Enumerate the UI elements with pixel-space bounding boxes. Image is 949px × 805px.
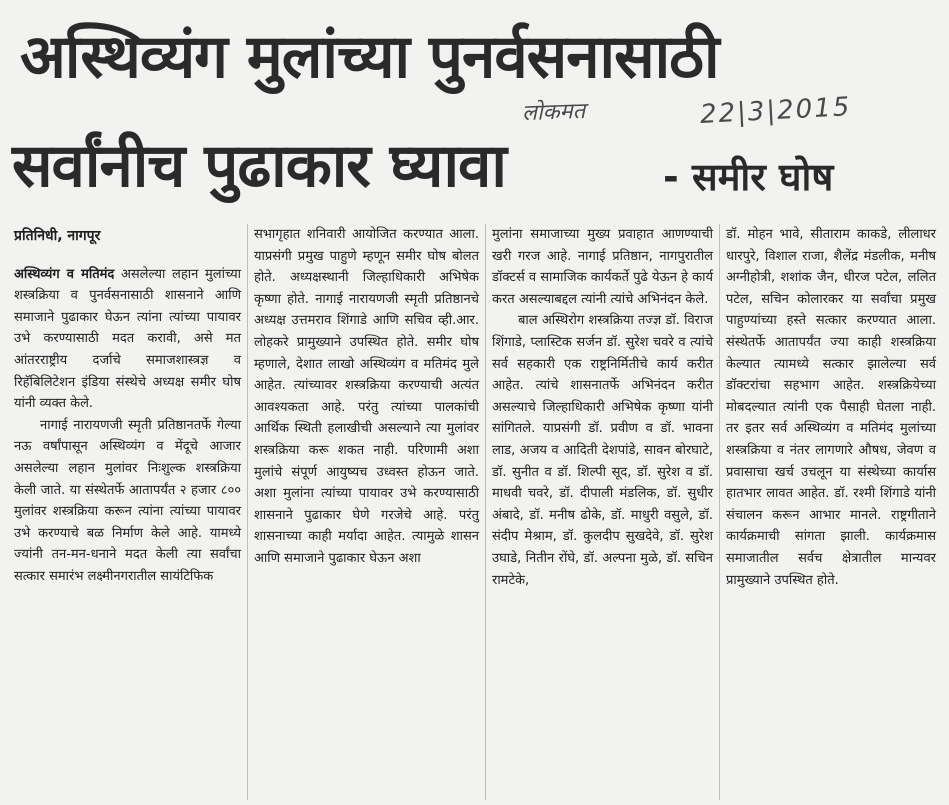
article-column-1 — [8, 224, 248, 800]
dateline: प्रतिनिधी, नागपूर — [14, 228, 101, 244]
handwritten-date-note: 22|3|2015 — [699, 92, 853, 130]
article-column-2 — [248, 224, 486, 800]
headline-attribution: - समीर घोष — [663, 155, 834, 199]
headline-line-1: अस्थिव्यंग मुलांच्या पुनर्वसनासाठी — [20, 22, 719, 92]
article-paragraph-1 — [14, 264, 241, 415]
article-body — [8, 224, 942, 800]
column-3-paragraph-1: मुलांना समाजाच्या मुख्य प्रवाहात आणण्याची खरी गरज आहे. नागाई प्रतिष्ठान, नागपुरातील डॉक्टर्स व सामाजिक कार्यकर्ते पुढे येऊन हे कार्य करत असल्याबद्दल त्यांनी त्यांचे अभिनंदन केले. — [492, 227, 713, 307]
column-2-text: सभागृहात शनिवारी आयोजित करण्यात आला. याप्रसंगी प्रमुख पाहुणे म्हणून समीर घोष बोलत होते. अध्यक्षस्थानी जिल्हाधिकारी अभिषेक कृष्णा होते. नागाई नारायणजी स्मृती प्रतिष्ठानचे अध्यक्ष उत्तमराव शिंगाडे आणि सचिव व्ही.आर. लोहकरे प्रामुख्याने उपस्थित होते. समीर घोष म्हणाले, देशात लाखो अस्थिव्यंग व मतिमंद मुले आहेत. त्यांच्यावर शस्त्रक्रिया करण्याची अत्यंत आवश्यकता आहे. परंतु त्यांच्या पालकांची आर्थिक स्थिती हलाखीची असल्याने त्या मुलांवर शस्त्रक्रिया करू शकत नाही. परिणामी अशा मुलांचे संपूर्ण आयुष्यच उध्वस्त होऊन जाते. अशा मुलांना त्यांच्या पायावर उभे करण्यासाठी शासनाने पुढाकार घेणे गरजेचे आहे. परंतु शासनाच्या काही मर्यादा आहेत. त्यामुळे शासन आणि समाजाने पुढाकार घेऊन अशा — [254, 227, 479, 566]
article-column-4 — [720, 224, 942, 800]
headline-line-2: सर्वांनीच पुढाकार घ्यावा — [12, 131, 506, 201]
column-4-text: डॉ. मोहन भावे, सीताराम काकडे, लीलाधर धारपुरे, विशाल राजा, शैलेंद्र मंडलीक, मनीष अग्नीहोत्री, शशांक जैन, धीरज पटेल, ललित पटेल, सचिन कोलारकर या सर्वांचा प्रमुख पाहुण्यांच्या हस्ते सत्कार करण्यात आला. संस्थेतर्फे आतापर्यंत ज्या काही शस्त्रक्रिया केल्यात त्यामध्ये सत्कार झालेल्या सर्व डॉक्टरांचा सहभाग आहेत. शस्त्रक्रियेच्या मोबदल्यात त्यांनी एक पैसाही घेतला नाही. तर इतर सर्व अस्थिव्यंग व मतिमंद मुलांच्या शस्त्रक्रिया व नंतर लागणारे औषध, जेवण व प्रवासाचा खर्च उचलून या संस्थेच्या कार्यास हातभार लावत आहेत. डॉ. रश्मी शिंगाडे यांनी संचालन करून आभार मानले. राष्ट्रगीताने कार्यक्रमाची सांगता झाली. कार्यक्रमास समाजातील सर्वच क्षेत्रातील मान्यवर प्रामुख्याने उपस्थित होते. — [726, 227, 936, 588]
article-column-3 — [486, 224, 720, 800]
handwritten-source-note: लोकमत — [521, 98, 586, 127]
lead-phrase: अस्थिव्यंग व मतिमंद — [14, 266, 115, 282]
paragraph-1-text: असलेल्या लहान मुलांच्या शस्त्रक्रिया व पुनर्वसनासाठी शासनाने आणि समाजाने पुढाकार घेऊन त्यांना त्यांच्या पायावर उभे करण्यासाठी मदत करावी, असे मत आंतरराष्ट्रीय दर्जाचे समाजशास्त्रज्ञ व रिहॅबिलिटेशन इंडिया संस्थेचे अध्यक्ष समीर घोष यांनी व्यक्त केले. — [14, 266, 241, 412]
column-3-paragraph-2: बाल अस्थिरोग शस्त्रक्रिया तज्ज्ञ डॉ. विराज शिंगाडे, प्लास्टिक सर्जन डॉ. सुरेश चवरे व त्यांचे सर्व सहकारी एक राष्ट्रनिर्मितीचे कार्य करीत आहेत. त्यांचे शासनातर्फे अभिनंदन करीत असल्याचे जिल्हाधिकारी अभिषेक कृष्णा यांनी सांगितले. याप्रसंगी डॉ. प्रवीण व डॉ. भावना लाड, अजय व आदिती देशपांडे, सावन बोरघाटे, डॉ. सुनीत व डॉ. शिल्पी सूद, डॉ. सुरेश व डॉ. माधवी चवरे, डॉ. दीपाली मंडलिक, डॉ. सुधीर अंबादे, डॉ. मनीष ढोके, डॉ. माधुरी वसुले, डॉ. संदीप मेश्राम, डॉ. कुलदीप सुखदेवे, डॉ. सुरेश उघाडे, नितीन रोंघे, डॉ. अल्पना मुळे, डॉ. सचिन रामटेके, — [492, 313, 713, 588]
article-paragraph-2: नागाई नारायणजी स्मृती प्रतिष्ठानतर्फे गेल्या नऊ वर्षांपासून अस्थिव्यंग व मेंदूचे आजार असलेल्या लहान मुलांवर निःशुल्क शस्त्रक्रिया केली जाते. या संस्थेतर्फे आतापर्यंत २ हजार ८०० मुलांवर शस्त्रक्रिया करून त्यांना त्यांच्या पायावर उभे करण्याचे बळ निर्माण केले आहे. यामध्ये ज्यांनी तन-मन-धनाने मदत केली त्या सर्वांचा सत्कार समारंभ लक्ष्मीनगरातील सायंटिफिक — [14, 417, 241, 584]
